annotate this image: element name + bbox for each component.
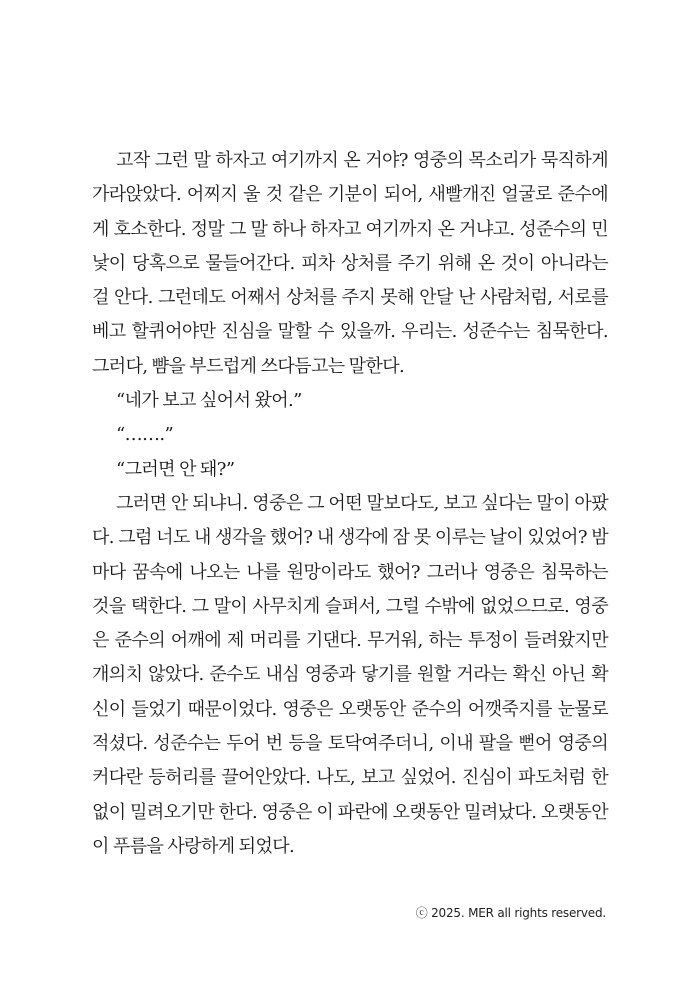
copyright-notice: ⓒ 2025. MER all rights reserved.	[415, 906, 606, 920]
story-paragraph: 그러면 안 되냐니. 영중은 그 어떤 말보다도, 보고 싶다는 말이 아팠다. 그럼 너도 내 생각을 했어? 내 생각에 잠 못 이루는 날이 있었어? 밤마다 꿈속에 나오는 나를 원망이라도 했어? 그러나 영중은 침묵하는 것을 택한다. 그 말이 사무치게 슬퍼서, 그럴 수밖에 없었으므로. 영중은 준수의 어깨에 제 머리를 기댄다. 무거워, 하는 투정이 들려왔지만 개의치 않았다. 준수도 내심 영중과 닿기를 원할 거라는 확신 아닌 확신이 들었기 때문이었다. 영중은 오랫동안 준수의 어깻죽지를 눈물로 적셨다. 성준수는 두어 번 등을 토닥여주더니, 이내 팔을 뻗어 영중의 커다란 등허리를 끌어안았다. 나도, 보고 싶었어. 진심이 파도처럼 한없이 밀려오기만 한다. 영중은 이 파란에 오랫동안 밀려났다. 오랫동안 이 푸름을 사랑하게 되었다.	[92, 492, 608, 857]
story-text	[92, 144, 608, 864]
dialogue-line: “네가 보고 싶어서 왔어.”	[116, 390, 302, 412]
dialogue-line: “…….”	[116, 424, 174, 446]
story-paragraph: 고작 그런 말 하자고 여기까지 온 거야? 영중의 목소리가 묵직하게 가라앉았다. 어찌지 울 것 같은 기분이 되어, 새빨개진 얼굴로 준수에게 호소한다. 정말 그 말 하나 하자고 여기까지 온 거냐고. 성준수의 민낯이 당혹으로 물들어간다. 피차 상처를 주기 위해 온 것이 아니라는 걸 안다. 그런데도 어째서 상처를 주지 못해 안달 난 사람처럼, 서로를 베고 할퀴어야만 진심을 말할 수 있을까. 우리는. 성준수는 침묵한다. 그러다, 뺨을 부드럽게 쓰다듬고는 말한다.	[92, 150, 608, 377]
dialogue-line: “그러면 안 돼?”	[116, 458, 235, 480]
